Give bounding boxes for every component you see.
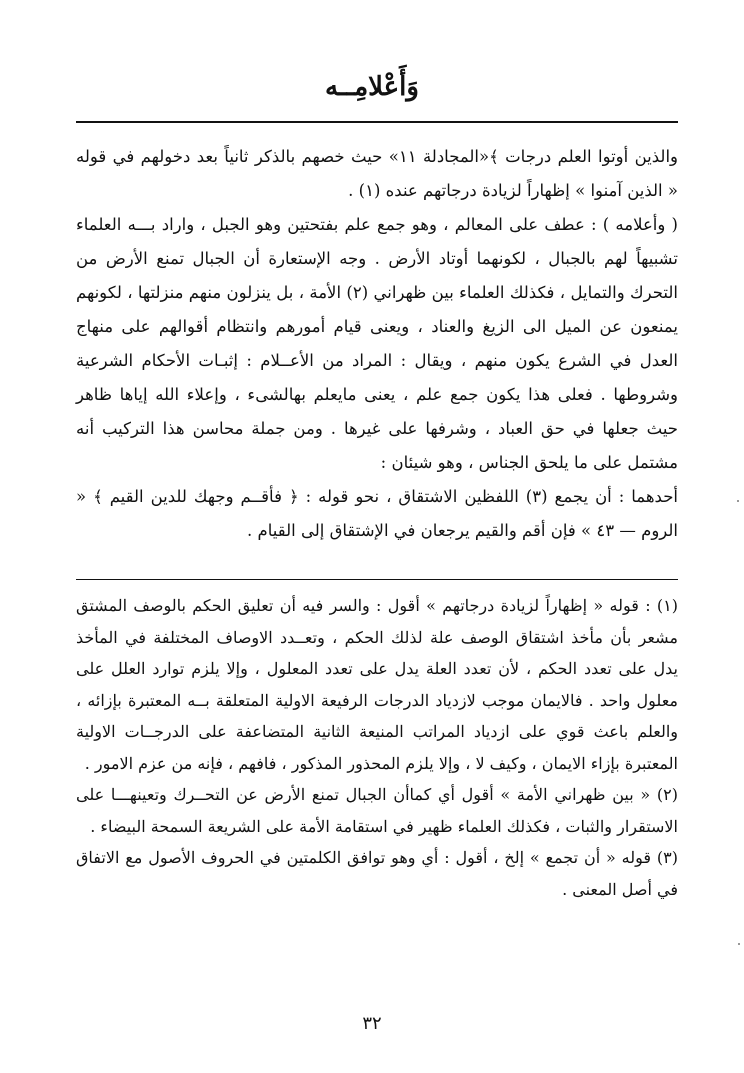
scan-speck <box>737 500 739 502</box>
main-paragraph-2: ( وأعلامه ) : عطف على المعالم ، وهو جمع علم بفتحتين وهو الجبل ، واراد بـــه العلماء تشبيهاً لهم بالجبال ، لكونهما أوتاد الأرض . وجه الإستعارة أن الجبال تمنع الأرض من التحرك والتمايل ، فكذلك العلماء بين ظهراني (٢) الأمة ، بل ينزلون منهم منزلتها ، لكونهم يمنعون عن الميل الى الزيغ والعناد ، ويعنى قيام أمورهم وانتظام أقوالهم على منهاج العدل في الشرع يكون منهم ، ويقال : المراد من الأعــلام : إثبـات الأحكام الشرعية وشروطها . فعلى هذا يكون جمع علم ، يعنى مايعلم بهالشىء ، وإعلاء الله إياها ظاهر حيث جعلها في حق العباد ، وشرفها على غيرها . ومن جملة محاسن هذا التركيب أنه مشتمل على ما يلحق الجناس ، وهو شيئان : <box>76 215 678 472</box>
footnote-2: (٢) « بين ظهراني الأمة » أقول أي كماأن الجبال تمنع الأرض عن التحــرك وتعينهـــا على الاستقرار والثبات ، فكذلك العلماء ظهير في استقامة الأمة على الشريعة السمحة البيضاء . <box>76 785 678 836</box>
page-header-title: وَأَعْلامِــه <box>325 72 419 102</box>
footnote-3: (٣) قوله « أن تجمع » إلخ ، أقول : أي وهو توافق الكلمتين في الحروف الأصول مع الاتفاق في أصل المعنى . <box>76 848 678 899</box>
scan-speck <box>738 943 740 945</box>
main-paragraph-1: والذين أوتوا العلم درجات ﴾«المجادلة ١١» حيث خصهم بالذكر ثانياً بعد دخولهم في قوله « الذين آمنوا » إظهاراً لزيادة درجاتهم عنده (١) . <box>76 147 678 200</box>
footnote-divider <box>76 579 678 580</box>
main-text <box>76 140 678 548</box>
main-paragraph-3: أحدهما : أن يجمع (٣) اللفظين الاشتقاق ، نحو قوله : ﴿ فأقــم وجهك للدين القيم ﴾ « الروم — ٤٣ » فإن أقم والقيم يرجعان في الإشتقاق إلى القيام . <box>76 487 678 540</box>
header-rule <box>76 121 678 123</box>
footnotes <box>76 590 678 905</box>
page-number: ٣٢ <box>362 1013 382 1034</box>
footnote-1: (١) : قوله « إظهاراً لزيادة درجاتهم » أقول : والسر فيه أن تعليق الحكم بالوصف المشتق مشعر بأن مأخذ اشتقاق الوصف علة لذلك الحكم ، وتعــدد الاوصاف المختلفة في المأخذ يدل على تعدد الحكم ، لأن تعدد العلة يدل على تعدد المعلول ، وإلا يلزم توارد العلل على معلول واحد . فالايمان موجب لازدياد الدرجات الرفيعة الاولية المتعلقة بــه المعتبرة بإزائه ، والعلم باعث قوي على ازدياد المراتب المنيعة الثانية المتضاعفة على الدرجــات الاولية المعتبرة بإزاء الايمان ، وكيف لا ، وإلا يلزم المحذور المذكور ، فافهم ، فإنه من عزم الامور . <box>76 596 679 773</box>
